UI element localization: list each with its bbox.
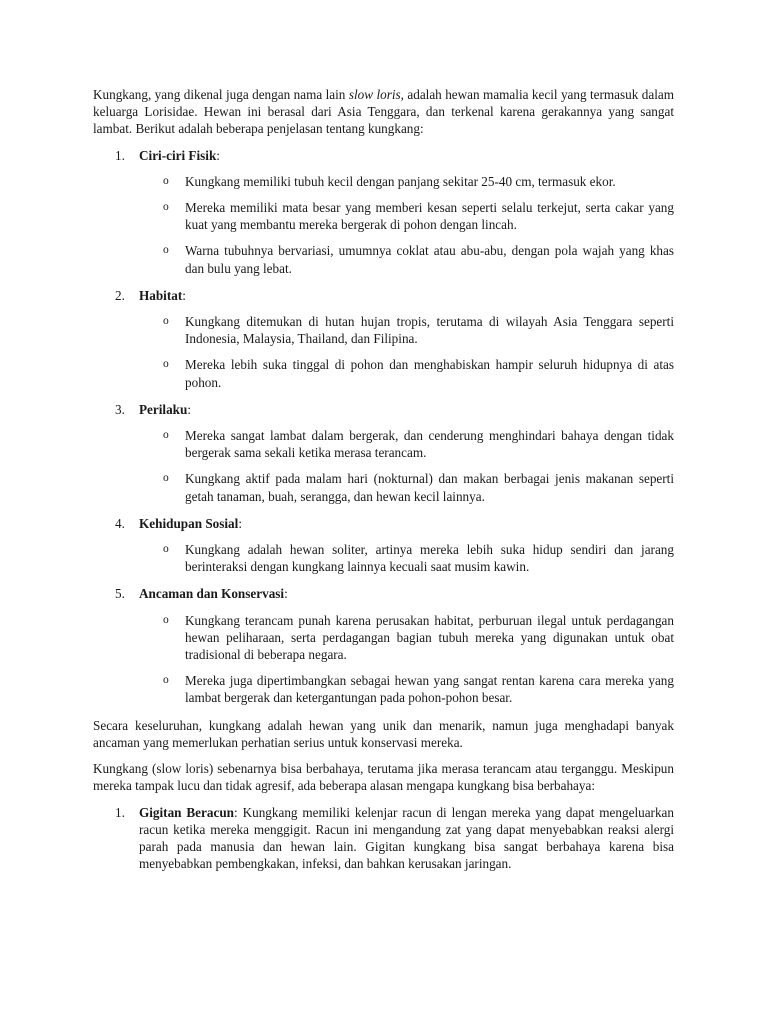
list-item-venomous-bite bbox=[93, 804, 674, 873]
sub-bullet-text: Kungkang adalah hewan soliter, artinya mereka lebih suka hidup sendiri dan jarang berinteraksi dengan kungkang lainnya kecuali saat musim kawin. bbox=[185, 542, 674, 575]
list-item-social-life bbox=[93, 515, 674, 576]
sub-bullet bbox=[139, 427, 674, 461]
sub-bullet-text: Kungkang ditemukan di hutan hujan tropis, terutama di wilayah Asia Tenggara seperti Indonesia, Malaysia, Thailand, dan Filipina. bbox=[185, 314, 674, 347]
list-item-title: Perilaku bbox=[139, 401, 188, 417]
list-item-habitat bbox=[93, 287, 674, 391]
list-item-colon: : bbox=[182, 287, 186, 303]
sub-bullet bbox=[139, 672, 674, 706]
list-item-title: Gigitan Beracun bbox=[139, 804, 235, 820]
bullet-o-icon: o bbox=[163, 543, 169, 556]
list-item-heading bbox=[115, 515, 674, 532]
sub-bullet-text: Kungkang aktif pada malam hari (nokturnal) dan makan berbagai jenis makanan seperti getah tanaman, buah, serangga, dan hewan kecil lainnya. bbox=[185, 471, 674, 504]
intro-italic-term: slow loris bbox=[348, 87, 401, 102]
intro-paragraph bbox=[93, 86, 674, 138]
bullet-o-icon: o bbox=[163, 358, 169, 371]
list-item-heading bbox=[115, 147, 674, 164]
list-item-heading bbox=[115, 585, 674, 602]
danger-list bbox=[93, 804, 674, 873]
bullet-o-icon: o bbox=[163, 429, 169, 442]
bullet-o-icon: o bbox=[163, 174, 169, 187]
list-item-colon: : bbox=[284, 586, 288, 602]
list-item-heading bbox=[115, 804, 674, 873]
bullet-o-icon: o bbox=[163, 244, 169, 257]
characteristics-list bbox=[93, 147, 674, 707]
list-item-title: Ancaman dan Konservasi bbox=[139, 586, 285, 602]
sub-bullet bbox=[139, 470, 674, 504]
sub-bullet bbox=[139, 541, 674, 575]
sub-bullet bbox=[139, 313, 674, 347]
list-item-behavior bbox=[93, 401, 674, 505]
bullet-o-icon: o bbox=[163, 201, 169, 214]
list-item-title: Ciri-ciri Fisik bbox=[139, 147, 217, 163]
sub-bullet-text: Mereka sangat lambat dalam bergerak, dan cenderung menghindari bahaya dengan tidak bergerak sama sekali ketika merasa terancam. bbox=[185, 428, 674, 461]
sub-bullet bbox=[139, 173, 674, 190]
sub-bullet bbox=[139, 612, 674, 664]
sub-bullet-text: Mereka lebih suka tinggal di pohon dan menghabiskan hampir seluruh hidupnya di atas pohon. bbox=[185, 357, 674, 390]
sub-bullet bbox=[139, 199, 674, 233]
list-item-title: Habitat bbox=[139, 287, 183, 303]
sub-bullet-list bbox=[139, 427, 674, 505]
sub-bullet bbox=[139, 242, 674, 276]
summary-paragraph: Secara keseluruhan, kungkang adalah hewan yang unik dan menarik, namun juga menghadapi banyak ancaman yang memerlukan perhatian serius untuk konservasi mereka. bbox=[93, 717, 674, 750]
list-item-heading bbox=[115, 401, 674, 418]
list-item-title: Kehidupan Sosial bbox=[139, 515, 239, 531]
sub-bullet-list bbox=[139, 173, 674, 277]
bullet-o-icon: o bbox=[163, 472, 169, 485]
list-item-number: 1. bbox=[115, 147, 125, 163]
intro-text-before: Kungkang, yang dikenal juga dengan nama lain bbox=[93, 87, 349, 102]
list-item-number: 4. bbox=[115, 515, 125, 531]
bullet-o-icon: o bbox=[163, 674, 169, 687]
document-page bbox=[93, 86, 674, 882]
list-item-heading bbox=[115, 287, 674, 304]
bullet-o-icon: o bbox=[163, 613, 169, 626]
list-item-text: : Kungkang memiliki kelenjar racun di lengan mereka yang dapat mengeluarkan racun ketika mereka menggigit. Racun ini mengandung zat yang dapat menyebabkan reaksi alergi parah pada manusia dan hewan lain. Gigitan kungkang bisa sangat berbahaya karena bisa menyebabkan pembengkakan, infeksi, dan bahkan kerusakan jaringan. bbox=[139, 804, 674, 872]
sub-bullet bbox=[139, 356, 674, 390]
bullet-o-icon: o bbox=[163, 315, 169, 328]
list-item-number: 3. bbox=[115, 401, 125, 417]
sub-bullet-text: Mereka memiliki mata besar yang memberi kesan seperti selalu terkejut, serta cakar yang kuat yang membantu mereka bergerak di pohon dengan lincah. bbox=[185, 200, 674, 233]
sub-bullet-list bbox=[139, 313, 674, 391]
sub-bullet-text: Mereka juga dipertimbangkan sebagai hewan yang sangat rentan karena cara mereka yang lambat bergerak dan ketergantungan pada pohon-pohon besar. bbox=[185, 673, 674, 706]
danger-intro-paragraph: Kungkang (slow loris) sebenarnya bisa berbahaya, terutama jika merasa terancam atau terganggu. Meskipun mereka tampak lucu dan tidak agresif, ada beberapa alasan mengapa kungkang bisa berbahaya: bbox=[93, 761, 674, 794]
sub-bullet-text: Warna tubuhnya bervariasi, umumnya coklat atau abu-abu, dengan pola wajah yang khas dan bulu yang lebat. bbox=[185, 243, 674, 276]
list-item-number: 5. bbox=[115, 586, 125, 602]
list-item-colon: : bbox=[238, 515, 242, 531]
sub-bullet-text: Kungkang terancam punah karena perusakan habitat, perburuan ilegal untuk perdagangan hewan peliharaan, serta perdagangan bagian tubuh mereka yang digunakan untuk obat tradisional di beberapa negara. bbox=[185, 612, 674, 663]
list-item-threats-conservation bbox=[93, 585, 674, 706]
list-item-number: 1. bbox=[115, 804, 125, 820]
list-item-physical bbox=[93, 147, 674, 277]
sub-bullet-text: Kungkang memiliki tubuh kecil dengan panjang sekitar 25-40 cm, termasuk ekor. bbox=[185, 173, 616, 189]
list-item-colon: : bbox=[187, 401, 192, 417]
list-item-colon: : bbox=[216, 147, 220, 163]
list-item-number: 2. bbox=[115, 287, 125, 303]
intro-text-after: , adalah hewan mamalia kecil yang termasuk dalam keluarga Lorisidae. Hewan ini berasal dari Asia Tenggara, dan terkenal karena gerakannya yang sangat lambat. Berikut adalah beberapa penjelasan tentang kungkang: bbox=[93, 87, 675, 137]
sub-bullet-list bbox=[139, 541, 674, 575]
sub-bullet-list bbox=[139, 612, 674, 707]
